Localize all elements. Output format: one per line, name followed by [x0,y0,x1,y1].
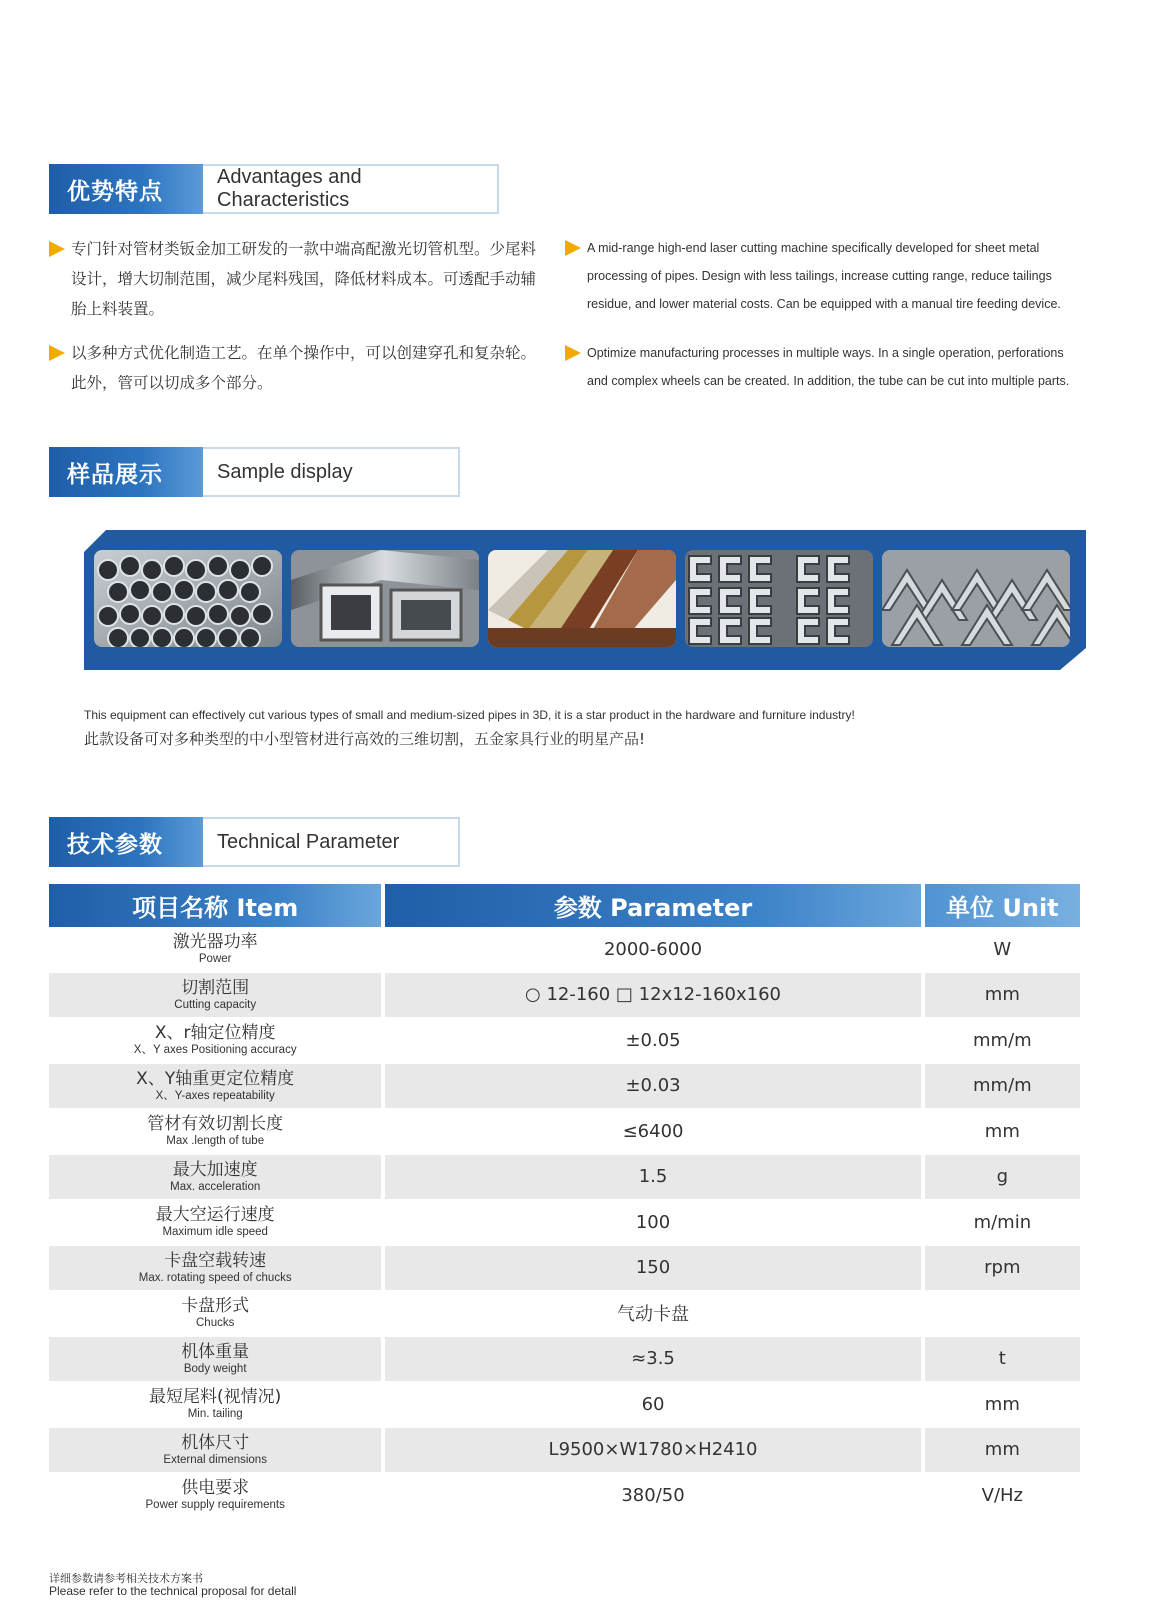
item-name-cn: 卡盘形式 [181,1296,250,1317]
advantage-cn-text-2: 以多种方式优化制造工艺。在单个操作中，可以创建穿孔和复杂轮。此外，管可以切成多个部分。 [71,344,537,392]
item-name-en: Power [198,953,232,966]
item-name-cn: 最大加速度 [172,1159,258,1180]
item-name-en: Body weight [183,1362,247,1375]
footnote-en: Please refer to the technical proposal for detall [49,1584,297,1598]
item-cell [49,1337,381,1383]
samples-header [49,447,460,497]
advantage-en-1 [565,234,1075,318]
item-name-cn: 切割范围 [181,977,250,998]
parameter-value: 380/50 [385,1473,920,1519]
item-cell [49,1064,381,1110]
item-cell [49,1428,381,1474]
item-name-en: Maximum idle speed [162,1226,268,1239]
item-cell [49,1291,381,1337]
table-row [49,927,1080,973]
advantage-en-text-2: Optimize manufacturing processes in multiple ways. In a single operation, perforations and complex wheels can be created. In addition, the tube can be cut into multiple parts. [587,346,1070,388]
parameter-value: 1.5 [385,1155,920,1201]
sample-caption-cn: 此款设备可对多种类型的中小型管材进行高效的三维切割，五金家具行业的明星产品! [84,730,646,748]
parameter-value: 150 [385,1246,920,1292]
item-name-en: Cutting capacity [174,998,257,1011]
unit-value: mm/m [925,1018,1080,1064]
table-header-row [49,884,1080,927]
table-row [49,1064,1080,1110]
item-cell [49,1018,381,1064]
channel-steel-photo [685,550,873,647]
table-row [49,1337,1080,1383]
colored-profiles-photo [488,550,676,647]
item-cell [49,1246,381,1292]
item-name-cn: 最大空运行速度 [155,1205,275,1226]
item-cell [49,1473,381,1519]
table-row [49,973,1080,1019]
item-name-cn: 供电要求 [181,1478,250,1499]
advantages-header [49,164,499,214]
unit-value: mm/m [925,1064,1080,1110]
table-row [49,1200,1080,1246]
item-cell [49,1155,381,1201]
square-tubes-photo [291,550,479,647]
parameter-value: ≈3.5 [385,1337,920,1383]
table-row [49,1291,1080,1337]
advantage-cn-1 [49,234,544,324]
parameter-value: ±0.05 [385,1018,920,1064]
sample-gallery [84,530,1086,670]
item-name-en: Power supply requirements [145,1499,285,1512]
item-cell [49,973,381,1019]
technical-title-cn: 技术参数 [49,817,203,867]
advantage-cn-text-1: 专门针对管材类钣金加工研发的一款中端高配激光切管机型。少尾料设计，增大切制范围，减少尾料残国，降低材料成本。可透配手动辅胎上料装置。 [71,240,537,318]
parameter-table [45,884,1084,1519]
technical-title-en: Technical Parameter [203,817,460,867]
parameter-value: ≤6400 [385,1109,920,1155]
parameter-value: ±0.03 [385,1064,920,1110]
item-name-en: Max. rotating speed of chucks [138,1271,292,1284]
item-name-cn: 机体尺寸 [181,1432,250,1453]
unit-value: mm [925,1382,1080,1428]
parameter-value: ○ 12-160 □ 12x12-160x160 [385,973,920,1019]
item-name-en: Min. tailing [187,1408,243,1421]
table-row [49,1155,1080,1201]
samples-title-en: Sample display [203,447,460,497]
column-header-item: 项目名称 Item [49,884,381,927]
samples-title-cn: 样品展示 [49,447,203,497]
table-row [49,1018,1080,1064]
unit-value: rpm [925,1246,1080,1292]
table-row [49,1428,1080,1474]
item-name-cn: 激光器功率 [172,932,258,953]
unit-value: V/Hz [925,1473,1080,1519]
advantages-title-en: Advantages and Characteristics [203,164,499,214]
sample-caption-en: This equipment can effectively cut various types of small and medium-sized pipes in 3D, it is a star product in the hardware and furniture industry! [84,708,855,722]
unit-value: m/min [925,1200,1080,1246]
item-name-en: Max. acceleration [170,1180,261,1193]
advantage-en-text-1: A mid-range high-end laser cutting machine specifically developed for sheet metal processing of pipes. Design with less tailings, increase cutting range, reduce tailings residue, and lower material costs. Can be equipped with a manual tire feeding device. [587,241,1061,311]
unit-value: t [925,1337,1080,1383]
bullet-triangle-icon [49,241,65,257]
table-body [49,927,1080,1519]
column-header-unit: 单位 Unit [925,884,1080,927]
item-name-cn: X、Y轴重更定位精度 [136,1068,295,1089]
technical-header [49,817,460,867]
advantage-cn-2 [49,338,544,398]
unit-value: mm [925,1428,1080,1474]
footnote-cn: 详细参数请参考相关技术方案书 [49,1572,203,1585]
item-cell [49,1382,381,1428]
item-name-cn: 最短尾料(视情况) [149,1387,282,1408]
parameter-value: 2000-6000 [385,927,920,973]
angle-steel-photo [882,550,1070,647]
item-name-cn: X、r轴定位精度 [154,1023,276,1044]
item-name-cn: 机体重量 [181,1341,250,1362]
bullet-triangle-icon [49,345,65,361]
unit-value: g [925,1155,1080,1201]
unit-value: mm [925,1109,1080,1155]
advantage-en-2 [565,339,1075,395]
item-name-en: Chucks [196,1317,235,1330]
bullet-triangle-icon [565,345,581,361]
item-name-cn: 卡盘空载转速 [164,1250,267,1271]
column-header-parameter: 参数 Parameter [385,884,920,927]
parameter-value: 气动卡盘 [385,1291,920,1337]
unit-value [925,1291,1080,1337]
unit-value: W [925,927,1080,973]
table-row [49,1109,1080,1155]
parameter-value: 60 [385,1382,920,1428]
advantages-title-cn: 优势特点 [49,164,203,214]
bullet-triangle-icon [565,240,581,256]
unit-value: mm [925,973,1080,1019]
item-name-cn: 管材有效切割长度 [147,1114,284,1135]
item-name-en: X、Y-axes repeatability [155,1089,275,1102]
table-row [49,1382,1080,1428]
item-cell [49,1200,381,1246]
table-row [49,1473,1080,1519]
item-name-en: External dimensions [163,1453,267,1466]
parameter-value: 100 [385,1200,920,1246]
item-cell [49,1109,381,1155]
table-row [49,1246,1080,1292]
parameter-value: L9500×W1780×H2410 [385,1428,920,1474]
item-name-en: Max .length of tube [166,1135,265,1148]
round-tubes-photo [94,550,282,647]
item-name-en: X、Y axes Positioning accuracy [133,1044,297,1057]
item-cell [49,927,381,973]
